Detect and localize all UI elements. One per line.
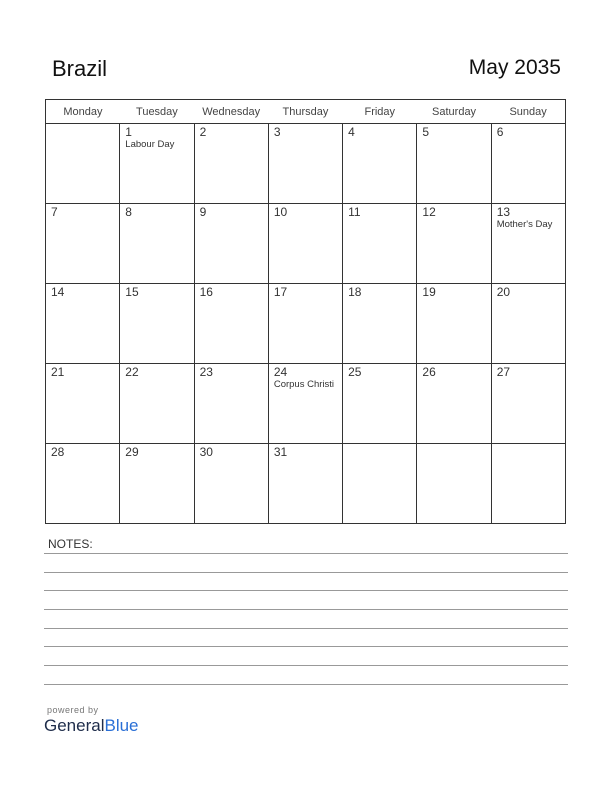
holiday-label: Labour Day bbox=[125, 139, 175, 150]
day-number: 20 bbox=[496, 285, 511, 299]
day-number: 5 bbox=[422, 125, 430, 139]
weekday-wednesday: Wednesday bbox=[194, 100, 268, 124]
day-cell bbox=[491, 444, 565, 524]
day-cell bbox=[268, 284, 342, 364]
day-number: 13 bbox=[496, 205, 511, 219]
day-number: 15 bbox=[125, 285, 139, 299]
day-cell bbox=[491, 204, 565, 284]
day-cell bbox=[491, 364, 565, 444]
weekday-tuesday: Tuesday bbox=[120, 100, 194, 124]
day-cell bbox=[343, 124, 417, 204]
day-cell bbox=[343, 444, 417, 524]
day-cell bbox=[343, 364, 417, 444]
holiday-label: Mother's Day bbox=[496, 219, 553, 230]
day-number: 17 bbox=[273, 285, 288, 299]
day-cell bbox=[120, 444, 194, 524]
day-cell bbox=[46, 284, 120, 364]
day-cell bbox=[417, 284, 491, 364]
day-cell bbox=[194, 124, 268, 204]
day-number: 1 bbox=[125, 125, 132, 139]
day-number: 2 bbox=[199, 125, 207, 139]
day-number: 12 bbox=[422, 205, 436, 219]
day-number: 22 bbox=[125, 365, 139, 379]
day-cell bbox=[268, 444, 342, 524]
day-number: 27 bbox=[496, 365, 511, 379]
day-number: 31 bbox=[273, 445, 288, 459]
day-number: 26 bbox=[422, 365, 436, 379]
calendar-week-row bbox=[46, 444, 566, 524]
brand-part2: Blue bbox=[104, 716, 139, 735]
day-cell bbox=[120, 284, 194, 364]
day-number: 14 bbox=[51, 285, 65, 299]
weekday-saturday: Saturday bbox=[417, 100, 491, 124]
day-number: 11 bbox=[348, 205, 361, 219]
notes-line bbox=[44, 609, 568, 610]
day-cell bbox=[343, 204, 417, 284]
day-cell bbox=[46, 204, 120, 284]
calendar-week-row bbox=[46, 284, 566, 364]
day-cell bbox=[343, 284, 417, 364]
day-cell bbox=[417, 204, 491, 284]
weekday-header-row bbox=[46, 100, 566, 124]
day-number: 9 bbox=[199, 205, 207, 219]
calendar-week-row bbox=[46, 364, 566, 444]
day-number: 24 bbox=[273, 365, 288, 379]
country-title: Brazil bbox=[52, 56, 108, 81]
notes-line bbox=[44, 553, 568, 554]
day-cell bbox=[491, 284, 565, 364]
day-cell bbox=[46, 364, 120, 444]
day-cell bbox=[268, 204, 342, 284]
day-cell bbox=[194, 364, 268, 444]
day-number: 30 bbox=[199, 445, 213, 459]
day-number: 3 bbox=[273, 125, 281, 139]
day-cell bbox=[417, 444, 491, 524]
weekday-sunday: Sunday bbox=[491, 100, 565, 124]
day-cell bbox=[120, 124, 194, 204]
holiday-label: Corpus Christi bbox=[273, 379, 335, 390]
weekday-friday: Friday bbox=[343, 100, 417, 124]
day-cell bbox=[120, 204, 194, 284]
notes-line bbox=[44, 684, 568, 685]
month-year-title: May 2035 bbox=[468, 56, 561, 79]
calendar-week-row bbox=[46, 204, 566, 284]
weekday-thursday: Thursday bbox=[268, 100, 342, 124]
day-number: 29 bbox=[125, 445, 139, 459]
day-cell bbox=[120, 364, 194, 444]
day-number: 7 bbox=[51, 205, 58, 219]
day-number: 28 bbox=[51, 445, 65, 459]
day-number: 16 bbox=[199, 285, 213, 299]
day-number: 10 bbox=[273, 205, 288, 219]
day-cell bbox=[194, 284, 268, 364]
day-number: 6 bbox=[496, 125, 504, 139]
calendar-grid bbox=[45, 99, 566, 524]
day-cell bbox=[417, 124, 491, 204]
day-number: 25 bbox=[348, 365, 362, 379]
day-number: 19 bbox=[422, 285, 436, 299]
day-number: 18 bbox=[348, 285, 362, 299]
day-number: 21 bbox=[51, 365, 65, 379]
notes-label: NOTES: bbox=[48, 537, 93, 551]
day-cell bbox=[46, 124, 120, 204]
day-number: 8 bbox=[125, 205, 132, 219]
day-cell bbox=[268, 364, 342, 444]
notes-line bbox=[44, 665, 568, 666]
day-cell bbox=[194, 444, 268, 524]
notes-line bbox=[44, 646, 568, 647]
weekday-monday: Monday bbox=[46, 100, 120, 124]
day-cell bbox=[268, 124, 342, 204]
day-cell bbox=[491, 124, 565, 204]
powered-by-text: powered by bbox=[47, 705, 99, 715]
calendar-week-row bbox=[46, 124, 566, 204]
day-number: 23 bbox=[199, 365, 213, 379]
day-cell bbox=[417, 364, 491, 444]
notes-line bbox=[44, 590, 568, 591]
day-number: 4 bbox=[348, 125, 355, 139]
day-cell bbox=[46, 444, 120, 524]
day-cell bbox=[194, 204, 268, 284]
generalblue-logo[interactable] bbox=[44, 716, 139, 736]
notes-line bbox=[44, 572, 568, 573]
notes-line bbox=[44, 628, 568, 629]
brand-part1: General bbox=[44, 716, 105, 735]
